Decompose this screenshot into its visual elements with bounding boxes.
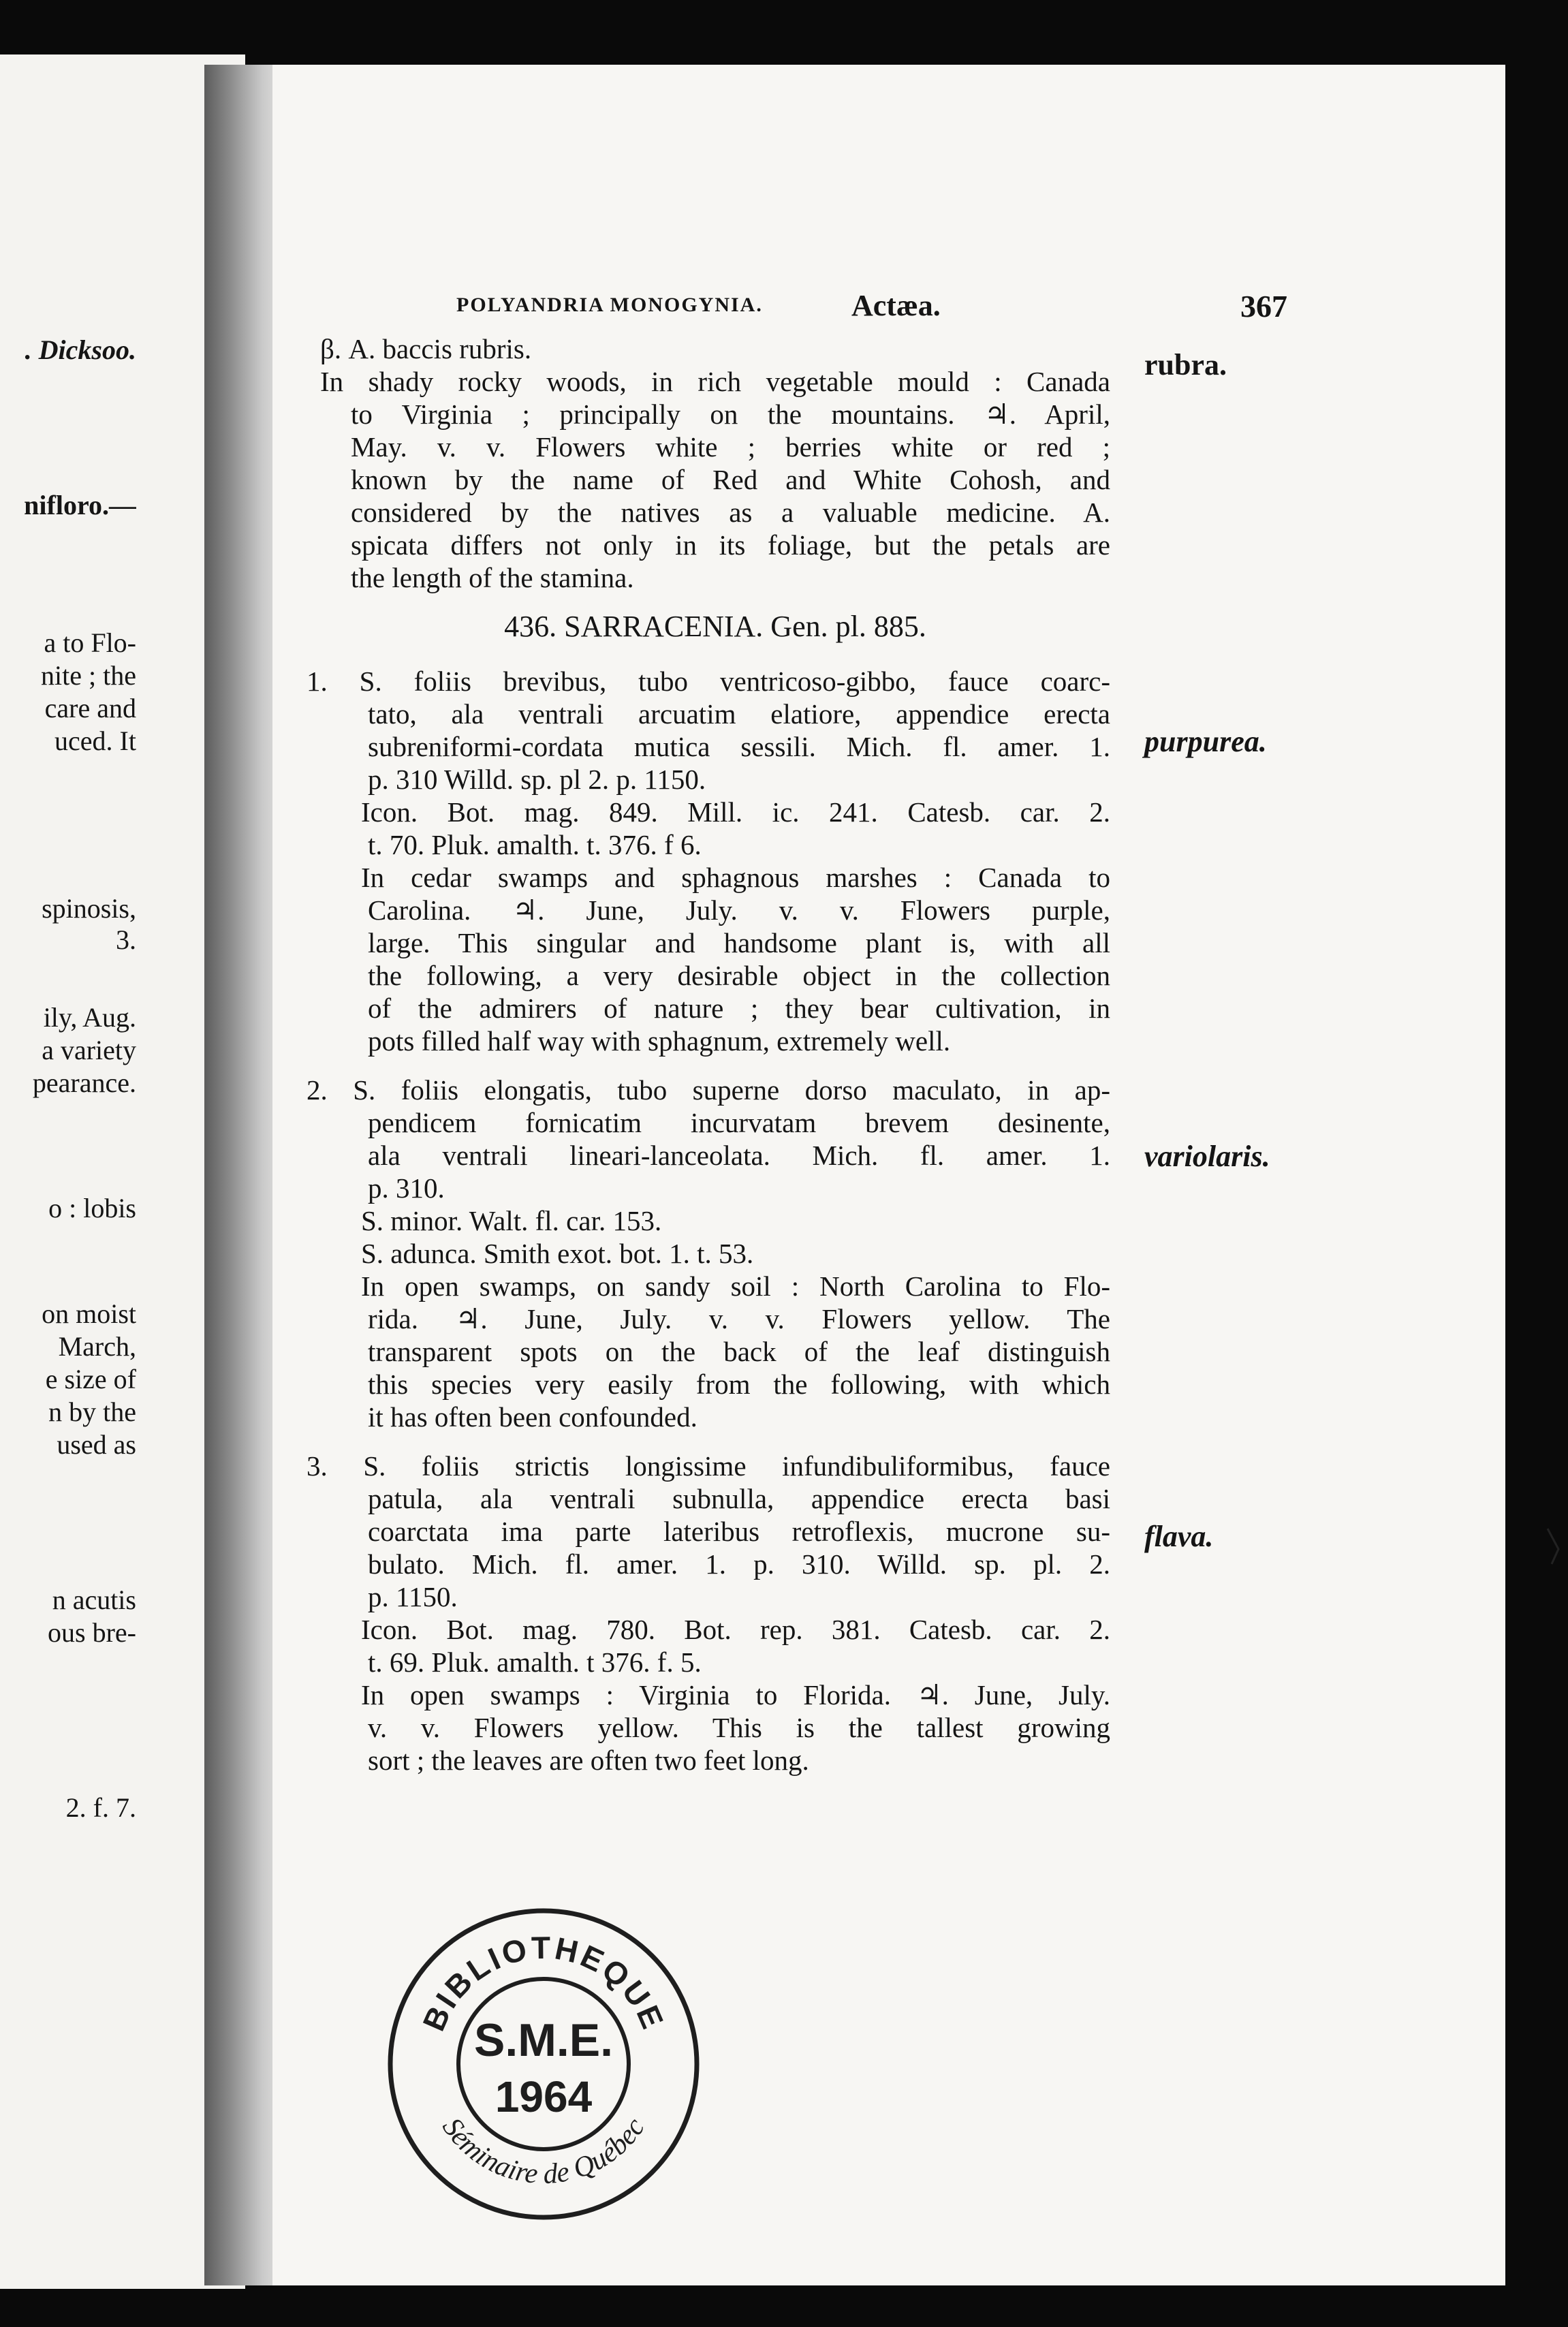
left-page-fragment: nifloro.— [24, 490, 136, 520]
species-1-line: Carolina. ♃. June, July. v. v. Flowers purple, [368, 894, 1110, 926]
species-2-line: pendicem fornicatim incurvatam brevem desinente, [368, 1107, 1110, 1138]
text-line: spicata differs not only in its foliage, but the petals are [351, 529, 1110, 561]
left-page-fragment: used as [57, 1429, 136, 1460]
species-3-line: In open swamps : Virginia to Florida. ♃. June, July. [361, 1679, 1110, 1711]
running-head: POLYANDRIA MONOGYNIA. [456, 294, 763, 316]
species-1-line: In cedar swamps and sphagnous marshes : Canada to [361, 862, 1110, 893]
left-page-fragment: a variety [42, 1035, 136, 1065]
text-line: considered by the natives as a valuable medicine. A. [351, 497, 1110, 528]
left-page-fragment: o : lobis [48, 1193, 136, 1223]
text-line: known by the name of Red and White Cohosh, and [351, 464, 1110, 495]
species-3-line: patula, ala ventrali subnulla, appendice erecta basi [368, 1483, 1110, 1514]
margin-species-name: rubra. [1144, 348, 1227, 381]
left-page-fragment: uced. It [54, 725, 136, 756]
species-1-line: 1. S. foliis brevibus, tubo ventricoso-gibbo, fauce coarc- [307, 666, 1110, 697]
species-2-line: S. adunca. Smith exot. bot. 1. t. 53. [361, 1238, 754, 1269]
left-page-fragment: spinosis, [42, 893, 136, 924]
species-1-line: subreniformi-cordata mutica sessili. Mich. fl. amer. 1. [368, 731, 1110, 762]
left-page-fragment: a to Flo- [44, 627, 136, 658]
species-3-line: p. 1150. [368, 1581, 458, 1612]
left-page-fragment: pearance. [32, 1067, 136, 1098]
text-line: In shady rocky woods, in rich vegetable mould : Canada [320, 366, 1110, 397]
left-page-fragment: nite ; the [41, 660, 136, 691]
species-3-line: t. 69. Pluk. amalth. t 376. f. 5. [368, 1646, 702, 1678]
left-page-fragment: ous bre- [48, 1617, 136, 1648]
left-page-fragment: . Dicksoo. [25, 334, 136, 365]
left-page-fragment: 3. [116, 924, 136, 955]
species-2-line: S. minor. Walt. fl. car. 153. [361, 1205, 662, 1236]
left-page-fragment: ily, Aug. [43, 1002, 136, 1033]
species-1-line: the following, a very desirable object in the collection [368, 960, 1110, 991]
text-line: β. A. baccis rubris. [320, 333, 532, 364]
left-page-fragment: n acutis [52, 1584, 136, 1615]
text-line: May. v. v. Flowers white ; berries white or red ; [351, 431, 1110, 463]
species-3-line: 3. S. foliis strictis longissime infundibuliformibus, fauce [307, 1450, 1110, 1482]
text-line: to Virginia ; principally on the mountains. ♃. April, [351, 399, 1110, 430]
species-2-line: this species very easily from the following, with which [368, 1369, 1110, 1400]
species-3-line: sort ; the leaves are often two feet long. [368, 1745, 809, 1776]
species-3-line: Icon. Bot. mag. 780. Bot. rep. 381. Catesb. car. 2. [361, 1614, 1110, 1645]
stamp-year: 1964 [495, 2072, 593, 2121]
species-2-line: rida. ♃. June, July. v. v. Flowers yellow. The [368, 1303, 1110, 1334]
species-2-line: transparent spots on the back of the leaf distinguish [368, 1336, 1110, 1367]
species-1-line: t. 70. Pluk. amalth. t. 376. f 6. [368, 829, 702, 860]
left-page-fragment: March, [58, 1331, 136, 1362]
page-number: 367 [1240, 289, 1287, 324]
species-1-line: tato, ala ventrali arcuatim elatiore, appendice erecta [368, 698, 1110, 730]
left-page-fragment: on moist [42, 1298, 136, 1329]
species-1-line: large. This singular and handsome plant is, with all [368, 927, 1110, 958]
species-3-line: coarctata ima parte lateribus retroflexis, mucrone su- [368, 1516, 1110, 1547]
species-2-line: In open swamps, on sandy soil : North Carolina to Flo- [361, 1270, 1110, 1302]
species-2-line: ala ventrali lineari-lanceolata. Mich. fl. amer. 1. [368, 1140, 1110, 1171]
text-line: the length of the stamina. [351, 562, 634, 593]
stamp-initials: S.M.E. [473, 2014, 614, 2066]
species-3-line: bulato. Mich. fl. amer. 1. p. 310. Willd. sp. pl. 2. [368, 1548, 1110, 1580]
stamp-arc-top: BIBLIOTHEQUE [415, 1929, 672, 2036]
species-3-line: v. v. Flowers yellow. This is the tallest growing [368, 1712, 1110, 1743]
species-1-line: pots filled half way with sphagnum, extremely well. [368, 1025, 951, 1057]
species-2-line: it has often been confounded. [368, 1401, 697, 1433]
left-page-fragment: care and [44, 693, 136, 723]
species-1-line: of the admirers of nature ; they bear cultivation, in [368, 993, 1110, 1024]
margin-species-name: purpurea. [1144, 725, 1267, 758]
body-text [307, 332, 1110, 1777]
left-page-fragment: 2. f. 7. [65, 1792, 136, 1823]
genus-head: Actæa. [851, 289, 941, 322]
margin-species-name: flava. [1144, 1520, 1214, 1553]
left-page-fragment: e size of [45, 1364, 136, 1394]
species-2-line: p. 310. [368, 1172, 445, 1204]
margin-species-name: variolaris. [1144, 1140, 1270, 1173]
page-header [456, 288, 1294, 326]
species-1-line: p. 310 Willd. sp. pl 2. p. 1150. [368, 764, 706, 795]
species-1-line: Icon. Bot. mag. 849. Mill. ic. 241. Catesb. car. 2. [361, 796, 1110, 828]
stamp-arc-bottom: Séminaire de Québec [436, 2112, 651, 2191]
left-page-fragment: n by the [48, 1396, 136, 1427]
library-stamp [373, 1894, 714, 2234]
genus-heading: 436. SARRACENIA. Gen. pl. 885. [504, 610, 926, 643]
species-2-line: 2. S. foliis elongatis, tubo superne dorso maculato, in ap- [307, 1074, 1110, 1106]
page-edge-mark [1545, 1526, 1563, 1567]
